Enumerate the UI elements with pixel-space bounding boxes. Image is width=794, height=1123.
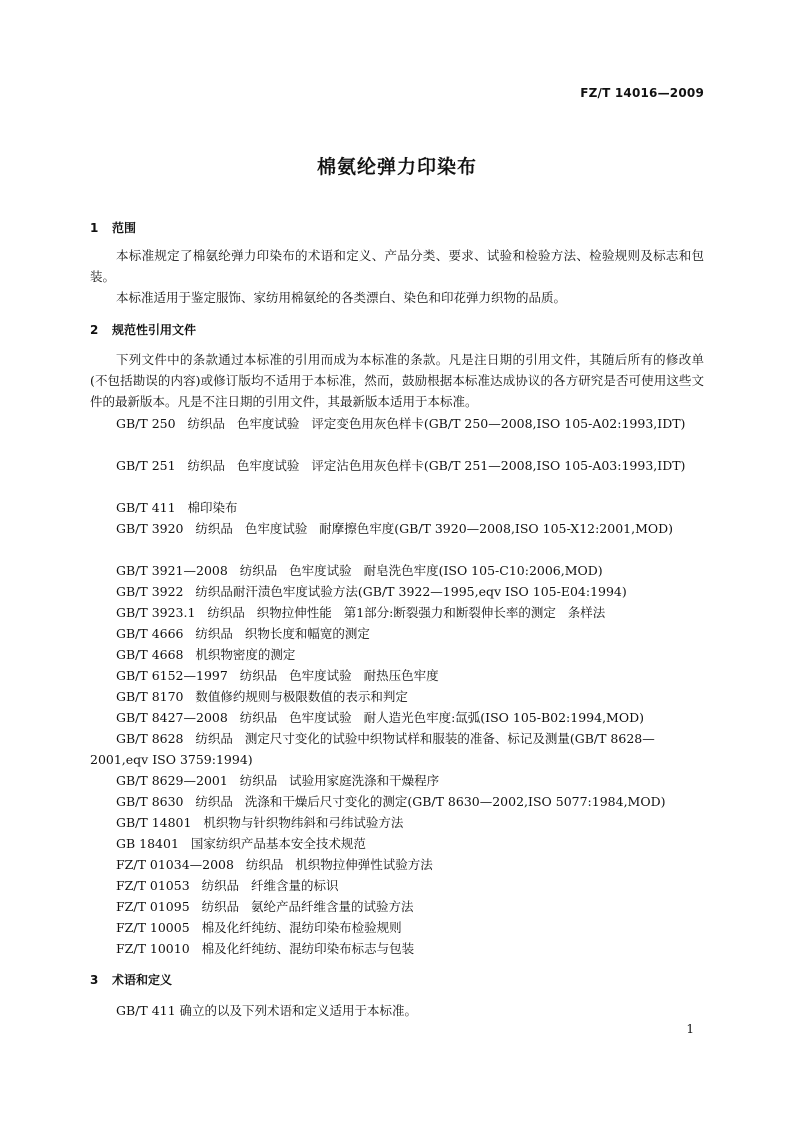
page-number: 1 <box>686 1022 694 1036</box>
section-title: 范围 <box>112 221 137 235</box>
reference-item: GB/T 8427—2008 纺织品 色牢度试验 耐人造光色牢度:氙弧(ISO 105-B02:1994,MOD) <box>116 710 645 725</box>
section-heading-scope <box>90 219 136 236</box>
section-title: 术语和定义 <box>112 973 173 987</box>
reference-item: GB/T 4666 纺织品 织物长度和幅宽的测定 <box>116 626 370 641</box>
reference-item: GB/T 411 棉印染布 <box>116 500 238 515</box>
reference-item: FZ/T 10010 棉及化纤纯纺、混纺印染布标志与包装 <box>116 941 415 956</box>
reference-item: GB/T 3921—2008 纺织品 色牢度试验 耐皂洗色牢度(ISO 105-C10:2006,MOD) <box>116 563 603 578</box>
reference-item: GB/T 250 纺织品 色牢度试验 评定变色用灰色样卡(GB/T 250—2008,ISO 105-A02:1993,IDT) <box>116 416 686 431</box>
reference-item: GB/T 8630 纺织品 洗涤和干燥后尺寸变化的测定(GB/T 8630—2002,ISO 5077:1984,MOD) <box>116 794 666 809</box>
reference-item: GB/T 6152—1997 纺织品 色牢度试验 耐热压色牢度 <box>116 668 439 683</box>
section-heading-terms-definitions <box>90 971 172 988</box>
section-heading-normative-references <box>90 321 196 338</box>
reference-item: GB 18401 国家纺织产品基本安全技术规范 <box>116 836 366 851</box>
reference-item: GB/T 8629—2001 纺织品 试验用家庭洗涤和干燥程序 <box>116 773 440 788</box>
document-title: 棉氨纶弹力印染布 <box>316 156 477 178</box>
reference-item: FZ/T 01053 纺织品 纤维含量的标识 <box>116 878 339 893</box>
scope-paragraph-1: 本标准规定了棉氨纶弹力印染布的术语和定义、产品分类、要求、试验和检验方法、检验规则及标志和包装。 <box>90 248 704 284</box>
reference-item: GB/T 8170 数值修约规则与极限数值的表示和判定 <box>116 689 408 704</box>
section-title: 规范性引用文件 <box>112 323 197 337</box>
standard-code: FZ/T 14016—2009 <box>580 86 704 100</box>
reference-item: GB/T 8628 纺织品 测定尺寸变化的试验中织物试样和服装的准备、标记及测量(GB/T 8628—2001,eqv ISO 3759:1994) <box>90 731 655 767</box>
reference-item: FZ/T 10005 棉及化纤纯纺、混纺印染布检验规则 <box>116 920 402 935</box>
section-number: 3 <box>90 973 99 987</box>
reference-item: GB/T 251 纺织品 色牢度试验 评定沾色用灰色样卡(GB/T 251—2008,ISO 105-A03:1993,IDT) <box>116 458 686 473</box>
section-number: 1 <box>90 221 99 235</box>
section-number: 2 <box>90 323 99 337</box>
normative-references-intro: 下列文件中的条款通过本标准的引用而成为本标准的条款。凡是注日期的引用文件，其随后所有的修改单(不包括勘误的内容)或修订版均不适用于本标准，然而，鼓励根据本标准达成协议的各方研究是否可使用这些文件的最新版本。凡是不注日期的引用文件，其最新版本适用于本标准。 <box>90 352 704 409</box>
reference-item: GB/T 3922 纺织品耐汗渍色牢度试验方法(GB/T 3922—1995,eqv ISO 105-E04:1994) <box>116 584 627 599</box>
reference-item: GB/T 3923.1 纺织品 织物拉伸性能 第1部分:断裂强力和断裂伸长率的测定 条样法 <box>116 605 606 620</box>
reference-item: GB/T 14801 机织物与针织物纬斜和弓纬试验方法 <box>116 815 404 830</box>
reference-item: GB/T 3920 纺织品 色牢度试验 耐摩擦色牢度(GB/T 3920—2008,ISO 105-X12:2001,MOD) <box>116 521 674 536</box>
terms-paragraph: GB/T 411 确立的以及下列术语和定义适用于本标准。 <box>116 1003 418 1018</box>
reference-item: FZ/T 01034—2008 纺织品 机织物拉伸弹性试验方法 <box>116 857 433 872</box>
scope-paragraph-2: 本标准适用于鉴定服饰、家纺用棉氨纶的各类漂白、染色和印花弹力织物的品质。 <box>116 290 567 305</box>
reference-item: FZ/T 01095 纺织品 氨纶产品纤维含量的试验方法 <box>116 899 414 914</box>
reference-item: GB/T 4668 机织物密度的测定 <box>116 647 296 662</box>
